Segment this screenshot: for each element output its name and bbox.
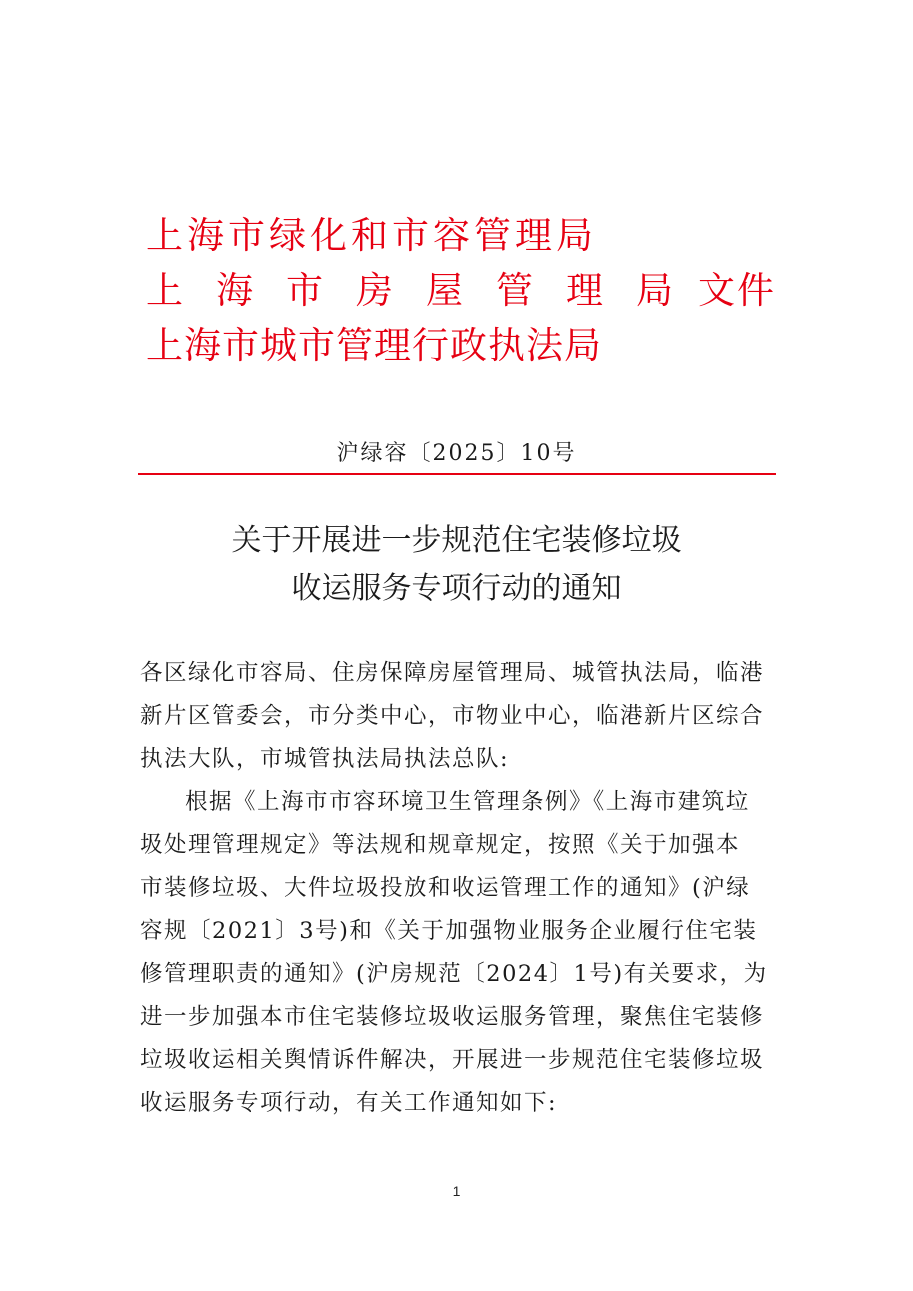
title-line-1: 关于开展进一步规范住宅装修垃圾 — [231, 523, 682, 558]
red-divider — [138, 473, 776, 475]
paragraph-line: 根据《上海市市容环境卫生管理条例》《上海市建筑垃 — [185, 789, 750, 815]
issuer-line-3: 上海市城市管理行政执法局 — [146, 324, 602, 367]
paragraph-line: 垃圾收运相关舆情诉件解决，开展进一步规范住宅装修垃圾 — [140, 1047, 765, 1073]
issuer-line-2 — [146, 263, 786, 318]
paragraph-line: 收运服务专项行动，有关工作通知如下: — [140, 1090, 558, 1116]
issuer-housing-bureau: 上海市房屋管理局 — [146, 269, 706, 312]
paragraph-line: 进一步加强本市住宅装修垃圾收运服务管理，聚焦住宅装修 — [140, 1004, 765, 1030]
recipients — [140, 652, 780, 781]
paragraph-line: 容规〔2021〕3号)和《关于加强物业服务企业履行住宅装 — [140, 918, 758, 944]
title-line-2: 收运服务专项行动的通知 — [291, 571, 622, 606]
paragraph-line: 圾处理管理规定》等法规和规章规定，按照《关于加强本 — [140, 832, 741, 858]
recipients-line: 执法大队，市城管执法局执法总队: — [140, 746, 510, 772]
paragraph-line: 市装修垃圾、大件垃圾投放和收运管理工作的通知》(沪绿 — [140, 875, 751, 901]
paragraph-line: 修管理职责的通知》(沪房规范〔2024〕1号)有关要求，为 — [140, 961, 768, 987]
issuer-line-1: 上海市绿化和市容管理局 — [146, 214, 597, 257]
paragraph-1 — [140, 781, 780, 1125]
recipients-line: 各区绿化市容局、住房保障房屋管理局、城管执法局，临港 — [140, 660, 765, 686]
recipients-line: 新片区管委会，市分类中心，市物业中心，临港新片区综合 — [140, 703, 765, 729]
page-number: 1 — [452, 1183, 461, 1199]
document-number: 沪绿容〔2025〕10号 — [336, 441, 577, 466]
document-label: 文件 — [698, 269, 776, 312]
issuing-authorities — [146, 208, 786, 373]
document-title — [0, 517, 913, 613]
document-body — [140, 652, 780, 1125]
